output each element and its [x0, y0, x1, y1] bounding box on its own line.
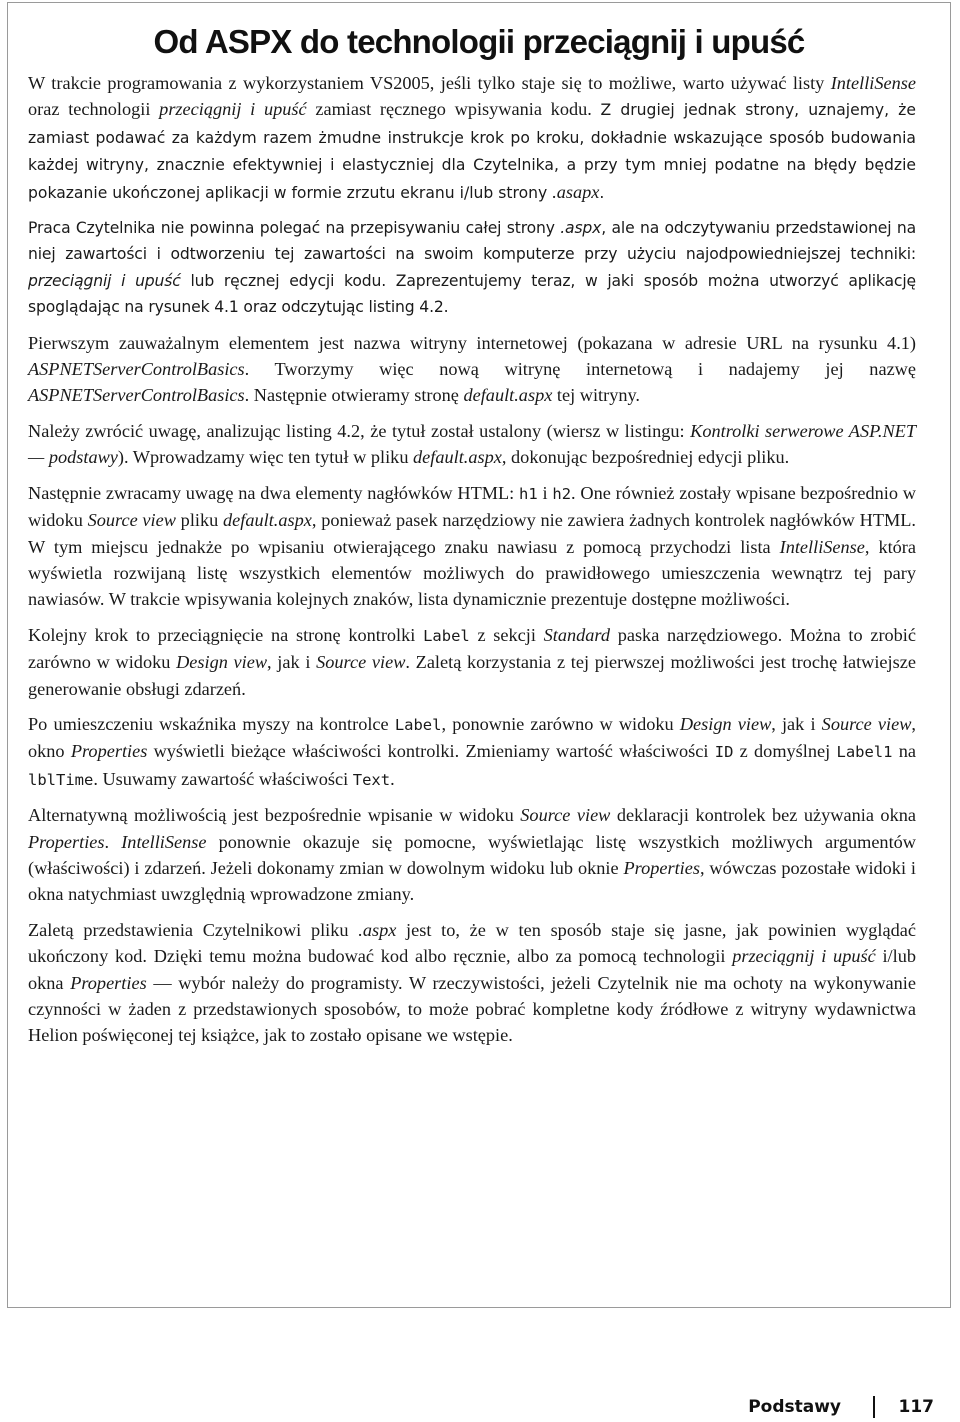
text-run: , która wyświetla rozwijaną listę wszystkich elementów możliwych do prawidłowego umieszczenia wewnątrz tej pary nawiasów. W trakcie wpisywania kolejnych znaków, lista dynamicznie prezentuje dostępne możliwości.	[28, 536, 917, 610]
code-term: h2	[552, 484, 572, 503]
code-term: ID	[714, 743, 734, 762]
paragraph	[28, 70, 916, 206]
text-run: , ponownie zarówno w widoku	[441, 713, 680, 734]
text-run: .	[599, 183, 605, 202]
text-run: , wówczas pozostałe widoki i okna natychmiast uwzględnią wprowadzone zmiany.	[28, 857, 916, 905]
emphasis-term: ASPNETServerControlBasics	[28, 359, 245, 380]
paragraph	[28, 917, 916, 1049]
emphasis-term: default.aspx	[413, 447, 502, 468]
text-run: .	[104, 831, 122, 852]
text-run: , okno	[28, 713, 916, 762]
paragraph	[28, 418, 916, 471]
emphasis-term: ASPNETServerControlBasics	[28, 385, 245, 406]
text-run: Alternatywną możliwością jest bezpośrednie wpisanie w widoku	[28, 805, 521, 826]
text-run: , ale na odczytywaniu przedstawionej na niej zawartości i odtworzeniu tej zawartości na swoim komputerze przy użyciu najodpowiedniejszej techniki:	[28, 219, 917, 264]
emphasis-term: przeciągnij i upuść	[159, 99, 307, 120]
text-run: Należy zwrócić uwagę, analizując listing 4.2, że tytuł został ustalony (wiersz w listingu:	[28, 420, 691, 441]
text-run: na	[892, 741, 917, 762]
footer-page-number: 117	[898, 1397, 934, 1417]
emphasis-term: IntelliSense	[830, 73, 916, 93]
paragraph	[28, 330, 916, 409]
emphasis-term: Properties	[28, 831, 105, 852]
text-run: Z drugiej jednak strony, uznajemy, że zamiast podawać za każdym razem żmudne instrukcje krok po kroku, dokładnie wskazujące sposób budowania każdej witryny, znacznie efektywniej i elastyczniej dla Czytelnika, a przy tym mniej podatne na błędy będzie pokazanie ukończonej aplikacji w formie zrzutu ekranu i/lub strony	[28, 101, 916, 202]
emphasis-term: default.aspx	[463, 385, 553, 406]
text-run: Kolejny krok to przeciągnięcie na stronę kontrolki	[28, 624, 424, 645]
emphasis-term: IntelliSense	[779, 536, 865, 557]
emphasis-term: default.aspx	[223, 510, 312, 531]
emphasis-term: Properties	[70, 972, 147, 993]
text-run: pliku	[175, 510, 224, 531]
emphasis-term: Source view	[520, 805, 611, 826]
footer-separator	[873, 1396, 875, 1418]
text-run: W trakcie programowania z wykorzystaniem VS2005, jeśli tylko staje się to możliwe, warto używać listy	[28, 73, 831, 93]
emphasis-term: Source view	[821, 713, 912, 734]
text-run: . Następnie otwieramy stronę	[244, 385, 464, 406]
text-run: wyświetli bieżące właściwości kontrolki. Zmieniamy wartość właściwości	[147, 741, 715, 762]
text-run: z sekcji	[469, 624, 544, 645]
emphasis-term: Source view	[316, 652, 406, 673]
text-run: , jak i	[267, 652, 317, 673]
text-run: . Zaletą korzystania z tej pierwszej możliwości jest trochę łatwiejsze generowanie obsługi zdarzeń.	[28, 652, 916, 699]
text-run: Zaletą przedstawienia Czytelnikowi pliku	[28, 919, 359, 940]
text-run: Po umieszczeniu wskaźnika myszy na kontrolce	[28, 713, 395, 734]
page-footer	[748, 1396, 934, 1418]
text-run: oraz technologii	[28, 99, 160, 120]
text-run: , jak i	[771, 713, 822, 734]
emphasis-term: .asapx	[552, 181, 600, 202]
text-run: — wybór należy do programisty. W rzeczywistości, jeżeli Czytelnik nie ma ochoty na wykonywanie czynności w żaden z przedstawionych sposobów, to może pobrać kompletne kody źródłowe z witryny wydawnictwa Helion poświęconej tej książce, jak to zostało opisane we wstępie.	[28, 972, 917, 1046]
code-term: Label1	[836, 743, 893, 762]
emphasis-term: Kontrolki serwerowe ASP.NET — podstawy	[28, 420, 916, 468]
text-run: lub ręcznej edycji kodu. Zaprezentujemy teraz, w jaki sposób można utworzyć aplikację spoglądając na rysunek 4.1 oraz odczytując listing 4.2.	[28, 271, 916, 317]
code-term: Text	[352, 770, 391, 789]
footer-section-name: Podstawy	[748, 1397, 841, 1417]
emphasis-term: Design view	[176, 652, 268, 673]
text-run: deklaracji kontrolek bez używania okna	[610, 805, 916, 826]
emphasis-term: .aspx	[358, 919, 397, 940]
text-run: Praca Czytelnika nie powinna polegać na przepisywaniu całej strony	[28, 219, 561, 238]
emphasis-term: IntelliSense	[121, 831, 207, 852]
text-run: zamiast ręcznego wpisywania kodu.	[306, 99, 601, 120]
sidebar-body	[28, 70, 916, 1058]
emphasis-term: Source view	[87, 510, 176, 531]
text-run: ponownie okazuje się pomocne, wyświetlając listę wszystkich możliwych argumentów (właściwości) i zdarzeń. Jeżeli dokonamy zmian w dowolnym widoku lub oknie	[28, 831, 916, 878]
text-run: Następnie zwracamy uwagę na dwa elementy nagłówków HTML:	[28, 482, 520, 503]
text-run: i/lub okna	[28, 946, 916, 993]
paragraph	[28, 802, 916, 908]
paragraph	[28, 215, 916, 321]
text-run: ). Wprowadzamy więc ten tytuł w pliku	[117, 447, 414, 468]
text-run: , dokonując bezpośredniej edycji pliku.	[501, 447, 790, 468]
emphasis-term: Properties	[70, 741, 148, 762]
text-run: i	[537, 482, 553, 503]
code-term: Label	[394, 715, 442, 734]
paragraph	[28, 711, 916, 793]
text-run: . Tworzymy więc nową witrynę internetową i nadajemy jej nazwę	[244, 359, 916, 380]
emphasis-term: przeciągnij i upuść	[732, 946, 876, 967]
sidebar-title: Od ASPX do technologii przeciągnij i upuść	[153, 23, 805, 60]
text-run: Pierwszym zauważalnym elementem jest nazwa witryny internetowej (pokazana w adresie URL na rysunku 4.1)	[28, 332, 916, 353]
text-run: tej witryny.	[552, 385, 640, 406]
emphasis-term: przeciągnij i upuść	[28, 271, 181, 290]
text-run: . One również zostały wpisane bezpośrednio w widoku	[28, 482, 916, 531]
paragraph	[28, 480, 916, 613]
code-term: lblTime	[28, 770, 94, 789]
emphasis-term: Properties	[623, 857, 700, 878]
text-run: . Usuwamy zawartość właściwości	[93, 768, 353, 789]
text-run: jest to, że w ten sposób staje się jasne, jak powinien wyglądać ukończony kod. Dzięki temu można budować kod albo ręcznie, albo za pomocą technologii	[28, 919, 916, 967]
code-term: Label	[423, 626, 470, 645]
text-run: paska narzędziowego. Można to zrobić zarówno w widoku	[28, 624, 917, 673]
text-run: , ponieważ pasek narzędziowy nie zawiera żadnych kontrolek nagłówków HTML. W tym miejscu jednakże po wpisaniu otwierającego znaku nawiasu z pomocą przychodzi lista	[28, 510, 916, 557]
code-term: h1	[519, 484, 538, 503]
emphasis-term: Standard	[543, 624, 610, 645]
emphasis-term: .aspx	[560, 219, 602, 238]
emphasis-term: Design view	[679, 713, 772, 734]
paragraph	[28, 622, 916, 702]
text-run: z domyślnej	[733, 741, 837, 762]
text-run: .	[390, 768, 395, 789]
